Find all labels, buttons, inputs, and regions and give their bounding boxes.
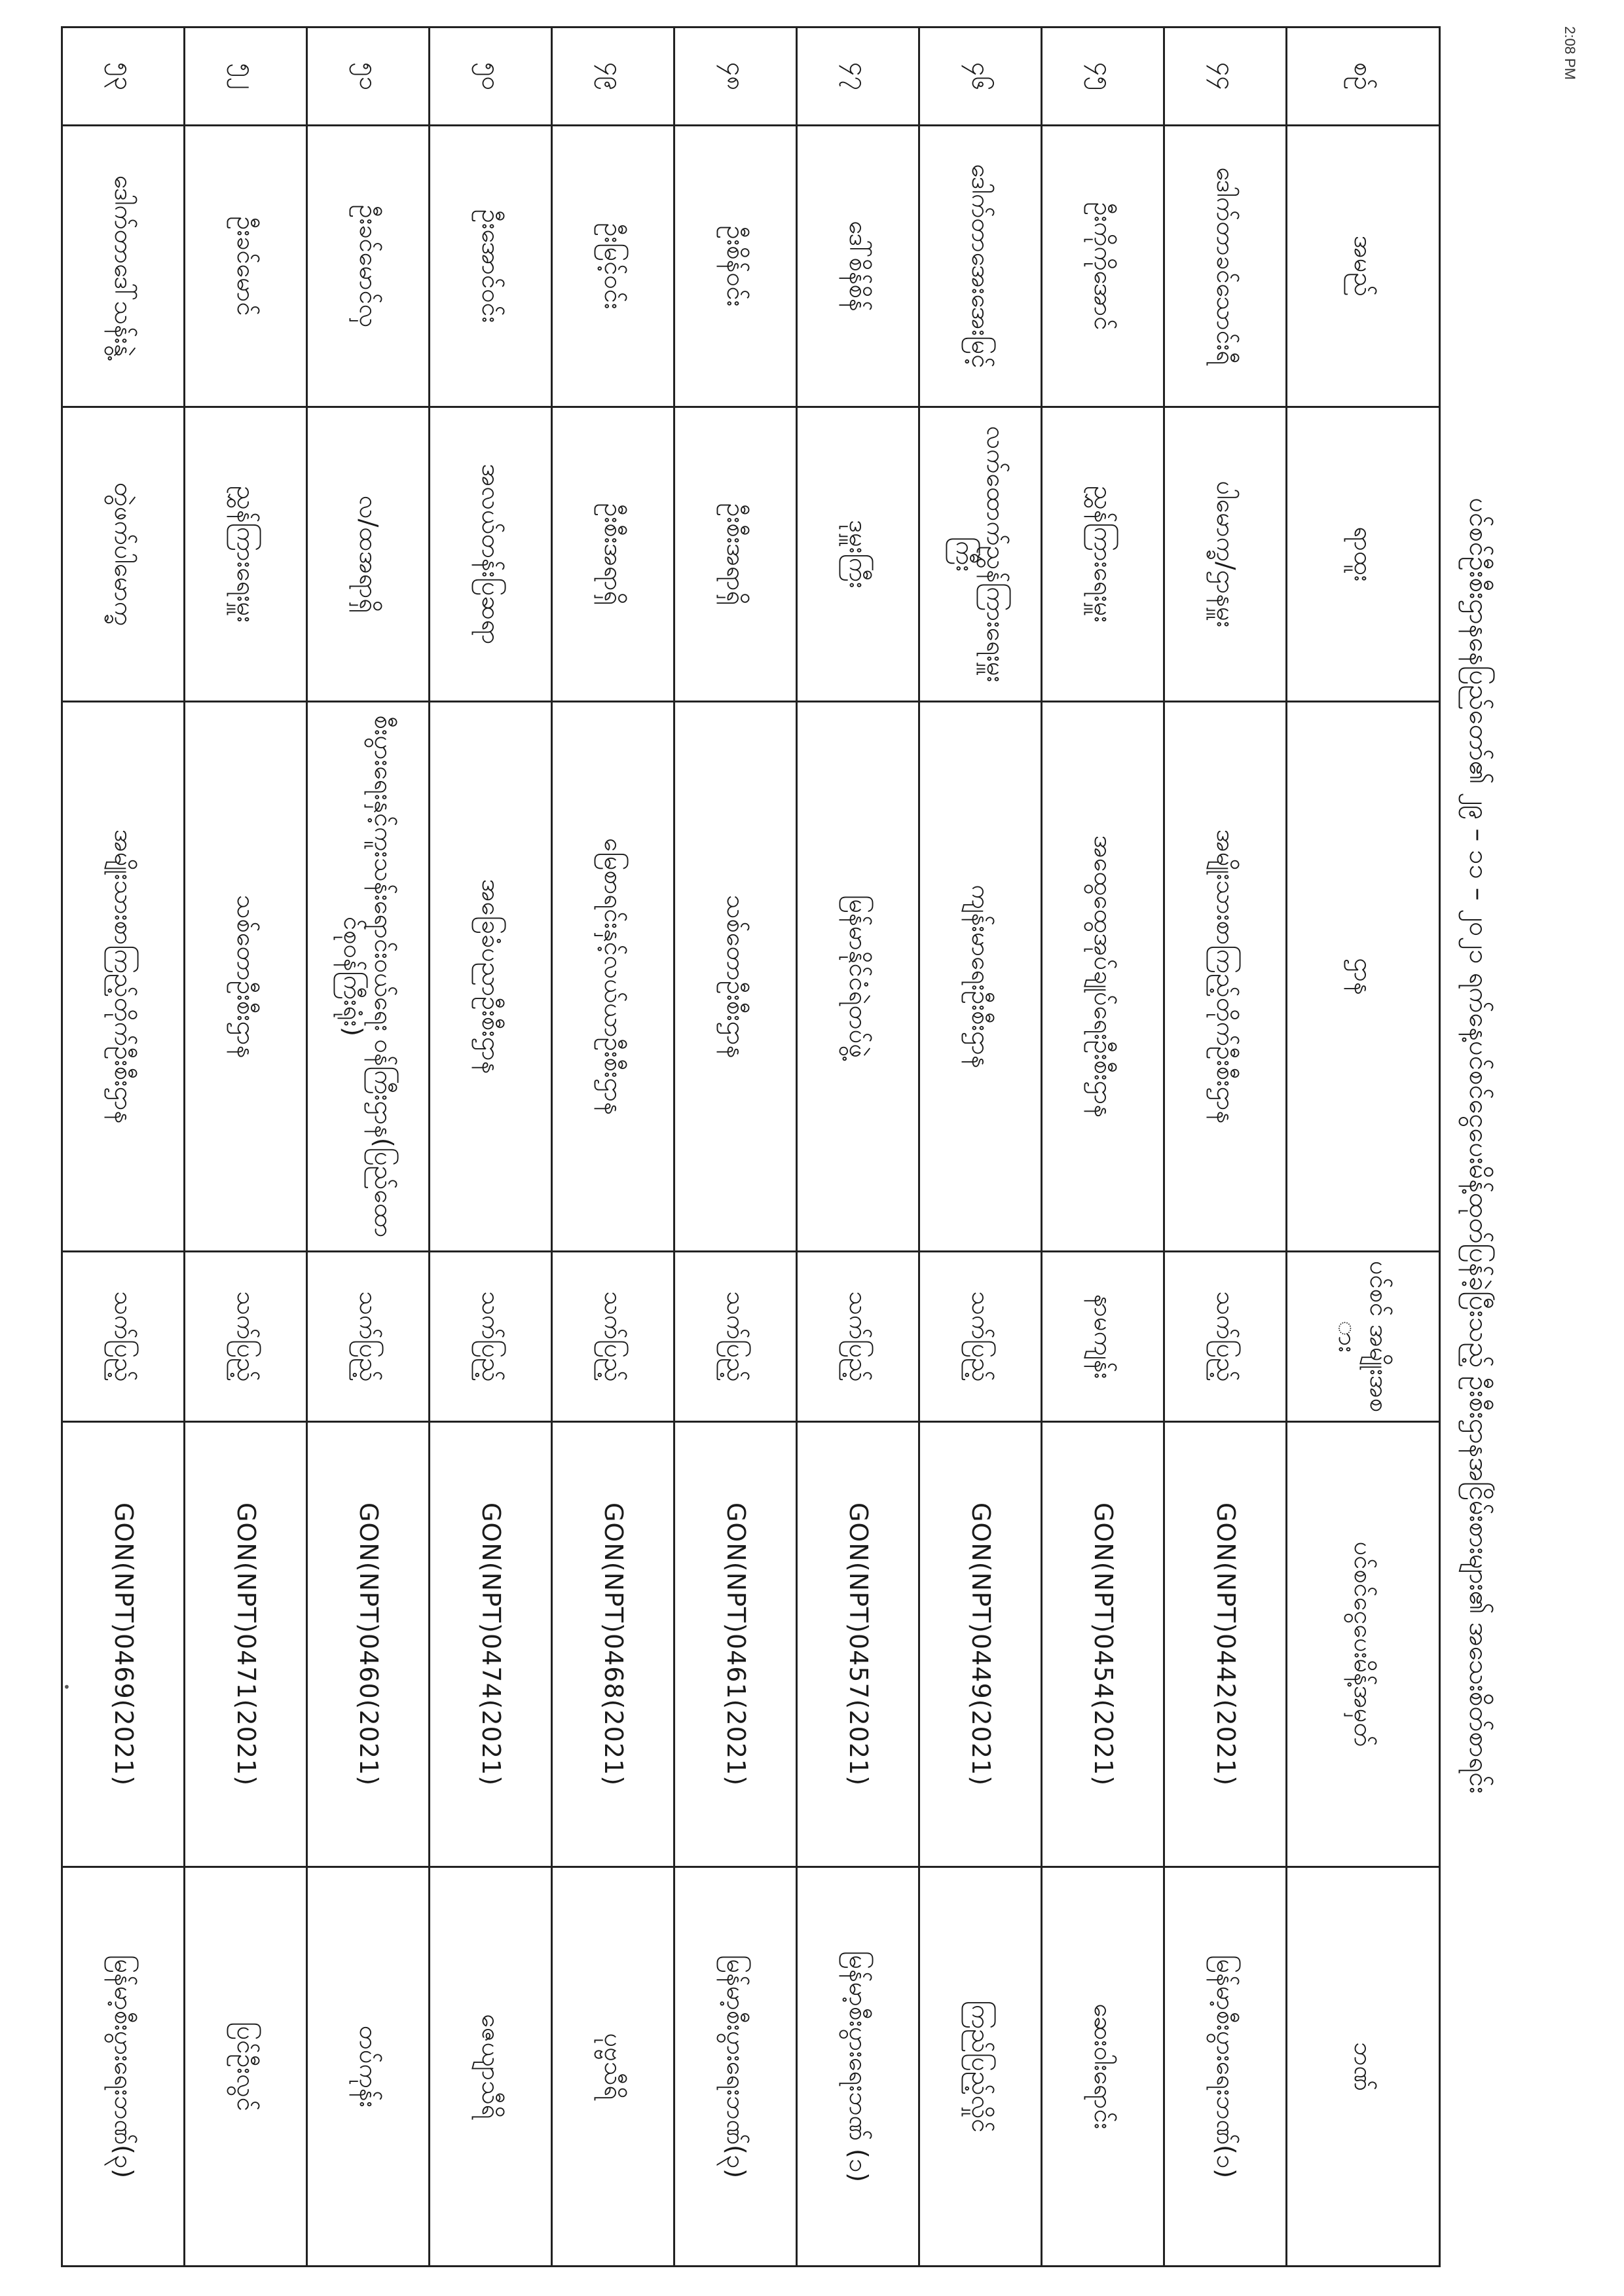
table-row: [307, 27, 430, 2267]
cell-name: ဦးမြင့်ဝင်း: [552, 126, 674, 407]
cell-order-no: GON(NPT)0471(2021): [185, 1422, 307, 1867]
cell-name: ဦးခင်မောင်: [185, 126, 307, 407]
cell-name: ဦးကိုကိုအောင်: [1042, 126, 1164, 407]
cell-rank: ဦးစီးအရာရှိ: [674, 407, 797, 702]
table-row: [552, 27, 674, 2267]
cell-no: ၄၉: [552, 27, 674, 126]
cell-department: ကျန်းမာရေးဦးစီးဌာန: [919, 702, 1042, 1252]
cell-bank: မြန်မာ့စီးပွားရေးဘဏ်(၁): [1164, 1867, 1287, 2267]
cell-name: ဒေါက်တာဒေါ်သန်းနွဲ့: [62, 126, 185, 407]
cell-bank: ဇေယျာသီရိ: [430, 1867, 552, 2267]
header-department: ဌာန: [1287, 702, 1440, 1252]
cell-order-no: GON(NPT)0460(2021): [307, 1422, 430, 1867]
table-row: [430, 27, 552, 2267]
rotated-document: [59, 26, 1513, 2265]
document-title: ပင်စင်ဦးစီးဌာနနေပြည်တော်၏ ၂၉ – ၁၁ – ၂၀၂၁ ရက်နေ့ပင်စင်ငွေပေးမိန့်ထုတ်ပြန်ခဲ့ပြီးသည့် ဦးစီးဌာနအငြိမ်းစားများ၏ အသေးစိတ်စာရင်း: [1464, 498, 1494, 1794]
header-name: အမည်: [1287, 126, 1440, 407]
cell-name: ဒေါက်တာအေးအေးမြင့်: [919, 126, 1042, 407]
cell-no: ၄၄: [1164, 27, 1287, 126]
cell-rank: လ/ထအရာရှိ: [307, 407, 430, 702]
cell-department: သစ်တောဦးစီးဌာန: [185, 702, 307, 1252]
cell-bank: မြန်မာ့စီးပွားရေးဘဏ်(၃): [62, 1867, 185, 2267]
cell-pension-type: သက်ပြည့်: [430, 1252, 552, 1422]
cell-rank: ညွှန်ကြားရေးမှူး: [1042, 407, 1164, 702]
cell-pension-type: သက်ပြည့်: [674, 1252, 797, 1422]
print-timestamp: 2:08 PM: [1562, 26, 1578, 80]
pension-table: [61, 26, 1441, 2267]
cell-bank: ပြင်ဦးလွင်: [185, 1867, 307, 2267]
table-row: [62, 27, 185, 2267]
cell-order-no: GON(NPT)0449(2021): [919, 1422, 1042, 1867]
cell-no: ၄၈: [674, 27, 797, 126]
cell-no: ၄၅: [1042, 27, 1164, 126]
cell-order-no: GON(NPT)0469(2021): [62, 1422, 185, 1867]
cell-order-no: GON(NPT)0457(2021): [797, 1422, 919, 1867]
table-row: [1042, 27, 1164, 2267]
cell-order-no: GON(NPT)0442(2021): [1164, 1422, 1287, 1867]
cell-rank: ဦးစီးအရာရှိ: [552, 407, 674, 702]
cell-pension-type: သက်ပြည့်: [797, 1252, 919, 1422]
cell-pension-type: နာမကျန်း: [1042, 1252, 1164, 1422]
table-row: [919, 27, 1042, 2267]
table-row: [1164, 27, 1287, 2267]
header-order-no: ပင်စင်ငွေပေးမိန့်အမှတ်: [1287, 1422, 1440, 1867]
table-row: [674, 27, 797, 2267]
cell-no: ၅၂: [185, 27, 307, 126]
cell-bank: မြန်မာ့စီးပွားရေးဘဏ် (၁): [797, 1867, 919, 2267]
cell-name: ဦးအောင်ဝင်း: [430, 126, 552, 407]
cell-pension-type: သက်ပြည့်: [919, 1252, 1042, 1422]
cell-department: သစ်တောဦးစီးဌာန: [674, 702, 797, 1252]
cell-order-no: GON(NPT)0454(2021): [1042, 1422, 1164, 1867]
cell-bank: တပ်ကုန်း: [307, 1867, 430, 2267]
cell-name: ဦးခင်မောင်လှ: [307, 126, 430, 407]
cell-rank: အလယ်တန်းပြဆရာ: [430, 407, 552, 702]
cell-pension-type: သက်ပြည့်: [1164, 1252, 1287, 1422]
cell-rank: လက်ထောက်ညွှန်ကြားရေးမှူးကြီး: [919, 407, 1042, 702]
cell-order-no: GON(NPT)0474(2021): [430, 1422, 552, 1867]
header-rank: ရာထူး: [1287, 407, 1440, 702]
cell-department: မြေစာရင်းနှင့်လယ်ယာဦးစီးဌာန: [552, 702, 674, 1252]
cell-no: ၄၆: [919, 27, 1042, 126]
cell-pension-type: သက်ပြည့်: [185, 1252, 307, 1422]
cell-department: အမျိုးသားစာကြည့်တိုက်ဦးစီးဌာန: [1164, 702, 1287, 1252]
header-no: စဉ်: [1287, 27, 1440, 126]
table-row: [797, 27, 919, 2267]
header-pension-type: ပင်စင် အမျိုးအစား: [1287, 1252, 1440, 1422]
cell-department: အထွေထွေအုပ်ချုပ်ရေးဦးစီးဌာန: [1042, 702, 1164, 1252]
cell-pension-type: သက်ပြည့်: [552, 1252, 674, 1422]
cell-pension-type: သက်ပြည့်: [307, 1252, 430, 1422]
cell-bank: ဆေးဝါးရောင်း: [1042, 1867, 1164, 2267]
cell-bank: ပုဗ္ဗသီရိ: [552, 1867, 674, 2267]
cell-bank: မြန်မာ့စီးပွားရေးဘဏ်(၃): [674, 1867, 797, 2267]
cell-no: ၅၃: [62, 27, 185, 126]
cell-bank: ကြည်ပြည့်လှိုင်: [919, 1867, 1042, 2267]
cell-department: စီးပွားရေးနှင့်ကူးသန်းရောင်းဝယ်ရေး ဝန်ကြီးဌာန(ပြည်ထောင်စုဝန်ကြီးရုံး): [307, 702, 430, 1252]
cell-name: ဒေါက်တာခင်သောင်းရီ: [1164, 126, 1287, 407]
table-row: [185, 27, 307, 2267]
cell-rank: ညွှန်ကြားရေးမှူး: [185, 407, 307, 702]
cell-name: ဦးစိန်ဝင်း: [674, 126, 797, 407]
cell-department: မြန်မာနိုင်ငံရဲတပ်ဖွဲ့: [797, 702, 919, 1252]
cell-no: ၅၀: [430, 27, 552, 126]
cell-rank: ဒုမှူးကြီး: [797, 407, 919, 702]
cell-no: ၄၇: [797, 27, 919, 126]
header-bank: ဘဏ်: [1287, 1867, 1440, 2267]
cell-rank: ပါမောက္ခ/ဌာနမှူး: [1164, 407, 1287, 702]
scan-dot: •: [63, 1679, 71, 1695]
cell-department: အခြေခံပညာဦးစီးဌာန: [430, 702, 552, 1252]
cell-order-no: GON(NPT)0468(2021): [552, 1422, 674, 1867]
table-header-row: [1287, 27, 1440, 2267]
cell-rank: တွဲဖက်ပါမောက္ခ: [62, 407, 185, 702]
cell-order-no: GON(NPT)0461(2021): [674, 1422, 797, 1867]
cell-no: ၅၁: [307, 27, 430, 126]
cell-pension-type: သက်ပြည့်: [62, 1252, 185, 1422]
cell-department: အမျိုးသားစာကြည့်တိုက်ဦးစီးဌာန: [62, 702, 185, 1252]
cell-name: ဒေါ်စိန်စိန်: [797, 126, 919, 407]
